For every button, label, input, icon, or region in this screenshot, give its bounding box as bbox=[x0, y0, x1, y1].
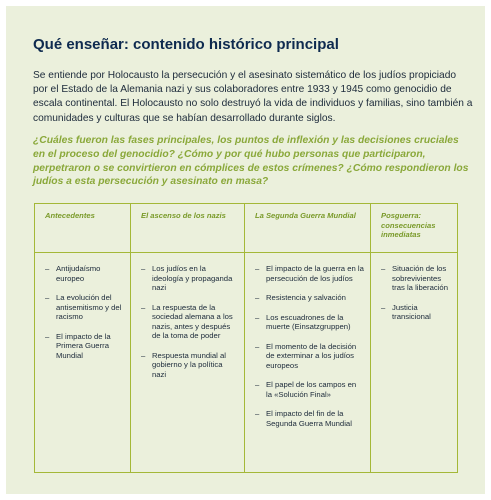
list-item: – Los escuadrones de la muerte (Einsatzgruppen) bbox=[255, 313, 364, 332]
list-item: – El momento de la decisión de exterminar a los judíos europeos bbox=[255, 342, 364, 371]
intro-paragraph: Se entiende por Holocausto la persecución y el asesinato sistemático de los judíos propiciado por el Estado de la Alemania nazi y sus colaboradores entre 1933 y 1945 como genocidio de escala continental. El Holocausto no solo destruyó la vida de individuos y familias, sino también a comunidades y culturas que se habían desarrollado durante siglos. bbox=[33, 70, 473, 124]
list-item: – Antijudaísmo europeo bbox=[45, 264, 124, 283]
column-items bbox=[371, 253, 457, 322]
list-item: – Justicia transicional bbox=[381, 303, 451, 322]
column-items bbox=[131, 253, 244, 379]
column-posguerra bbox=[370, 204, 457, 472]
page-title: Qué enseñar: contenido histórico principal bbox=[33, 36, 339, 53]
column-heading: La Segunda Guerra Mundial bbox=[245, 204, 370, 253]
content-table bbox=[34, 203, 458, 473]
list-item: – El impacto de la guerra en la persecución de los judíos bbox=[255, 264, 364, 283]
list-item: – Resistencia y salvación bbox=[255, 293, 364, 303]
list-item: – El papel de los campos en la «Solución Final» bbox=[255, 380, 364, 399]
list-item: – Los judíos en la ideología y propaganda nazi bbox=[141, 264, 238, 293]
list-item: – Respuesta mundial al gobierno y la política nazi bbox=[141, 351, 238, 380]
column-antecedentes bbox=[35, 204, 130, 472]
column-heading: Posguerra: consecuencias inmediatas bbox=[371, 204, 457, 253]
list-item: – El impacto de la Primera Guerra Mundial bbox=[45, 332, 124, 361]
column-ascenso-nazis bbox=[130, 204, 244, 472]
list-item: – La respuesta de la sociedad alemana a los nazis, antes y después de la toma de poder bbox=[141, 303, 238, 341]
column-heading: El ascenso de los nazis bbox=[131, 204, 244, 253]
column-items bbox=[35, 253, 130, 360]
column-items bbox=[245, 253, 370, 428]
guiding-questions: ¿Cuáles fueron las fases principales, los puntos de inflexión y las decisiones cruciales en el proceso del genocidio? ¿Cómo y por qué hubo personas que participaron, perpetraron o se convirtieron en cómplices de estos crímenes? ¿Cómo respondieron los judíos a esta persecución y asesinato en masa? bbox=[33, 135, 469, 188]
list-item: – La evolución del antisemitismo y del racismo bbox=[45, 293, 124, 322]
content-panel bbox=[6, 6, 485, 494]
list-item: – Situación de los sobrevivientes tras la liberación bbox=[381, 264, 451, 293]
list-item: – El impacto del fin de la Segunda Guerra Mundial bbox=[255, 409, 364, 428]
column-heading: Antecedentes bbox=[35, 204, 130, 253]
column-segunda-guerra bbox=[244, 204, 370, 472]
